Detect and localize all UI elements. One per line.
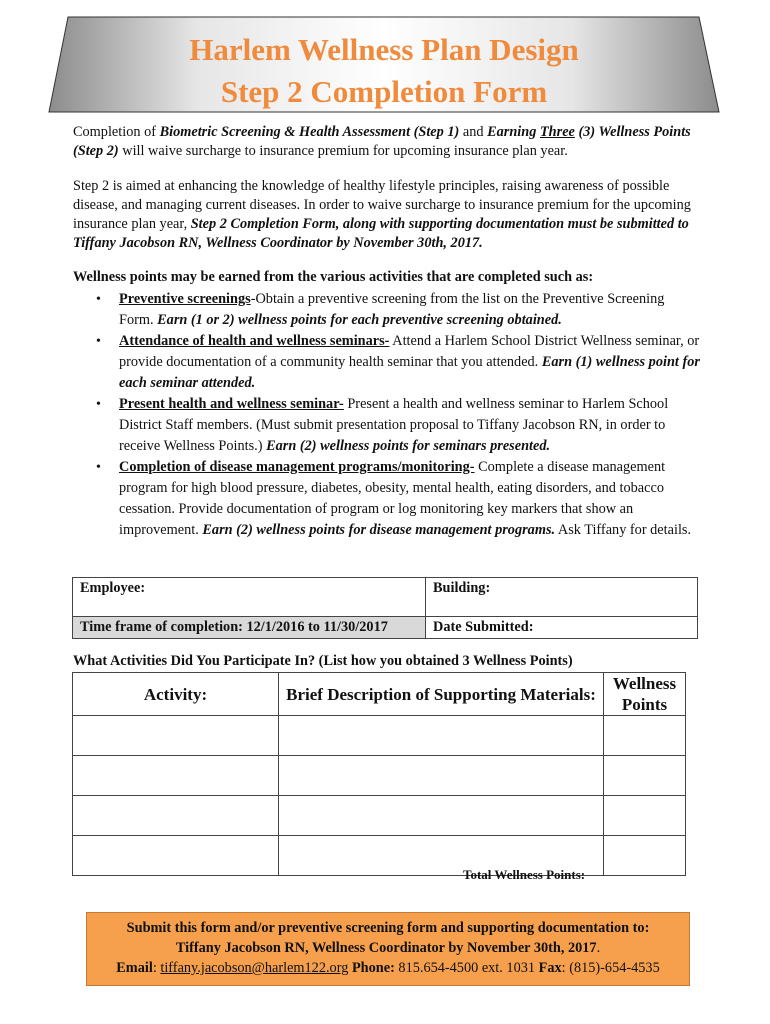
page-title-line2: Step 2 Completion Form (220, 74, 548, 109)
bullet-icon: • (96, 397, 101, 412)
list-item: • Attendance of health and wellness seminars- Attend a Harlem School District Wellness seminar, or provide documentation of a community health seminar that you attended. Earn (1) wellness point for each seminar attended. (96, 333, 700, 391)
description-column-header: Brief Description of Supporting Materials: (279, 673, 604, 716)
points-input-cell[interactable] (604, 716, 686, 756)
description-input-cell[interactable] (279, 716, 604, 756)
employee-label: Employee: (80, 580, 146, 596)
date-submitted-label: Date Submitted: (433, 619, 534, 635)
fax-number: (815)-654-4535 (569, 960, 660, 976)
activities-heading: What Activities Did You Participate In? (List how you obtained 3 Wellness Points) (73, 653, 573, 669)
description-input-cell[interactable] (279, 796, 604, 836)
date-submitted-field[interactable] (426, 617, 698, 639)
submit-line1: Submit this form and/or preventive screening form and supporting documentation to: (126, 920, 650, 936)
table-row (73, 756, 686, 796)
table-row (73, 836, 686, 876)
building-label: Building: (433, 580, 491, 596)
description-input-cell[interactable] (279, 756, 604, 796)
table-row (73, 796, 686, 836)
title-banner (48, 16, 720, 113)
timeframe-cell: Time frame of completion: 12/1/2016 to 11/30/2017 (73, 617, 426, 639)
intro-paragraph: Completion of Biometric Screening & Health Assessment (Step 1) and Earning Three (3) Wellness Points (Step 2) will waive surcharge to insurance premium for upcoming insurance plan year. (73, 124, 691, 159)
list-item: • Present health and wellness seminar- Present a health and wellness seminar to Harlem School District Staff members. (Must submit presentation proposal to Tiffany Jacobson RN, in order to receive Wellness Points.) Earn (2) wellness points for seminars presented. (96, 396, 669, 454)
table-row (73, 716, 686, 756)
activities-table (72, 672, 686, 876)
contact-line: Email: tiffany.jacobson@harlem122.org Phone: 815.654-4500 ext. 1031 Fax: (815)-654-4535 (116, 960, 660, 976)
total-points-label: Total Wellness Points: (463, 867, 586, 882)
email-link[interactable]: tiffany.jacobson@harlem122.org (160, 960, 349, 976)
employee-field[interactable] (73, 578, 426, 617)
activity-input-cell[interactable] (73, 756, 279, 796)
phone-number: 815.654-4500 ext. 1031 (398, 960, 536, 976)
employee-info-table (72, 577, 698, 639)
bullet-icon: • (96, 460, 101, 475)
page-title-line1: Harlem Wellness Plan Design (189, 32, 579, 67)
activity-input-cell[interactable] (73, 796, 279, 836)
list-item: • Completion of disease management programs/monitoring- Complete a disease management program for high blood pressure, diabetes, obesity, mental health, eating disorders, and tobacco cessation. Provide documentation of program or log monitoring key markers that show an improvement. Earn (2) wellness points for disease management programs. Ask Tiffany for details. (96, 459, 692, 538)
points-heading: Wellness points may be earned from the various activities that are completed such as: (73, 269, 594, 285)
points-input-cell[interactable] (604, 836, 686, 876)
step2-paragraph: Step 2 is aimed at enhancing the knowledge of healthy lifestyle principles, raising awareness of possible disease, and managing current diseases. In order to waive surcharge to insurance premium for the upcoming insurance plan year, Step 2 Completion Form, along with supporting documentation must be submitted to Tiffany Jacobson RN, Wellness Coordinator by November 30th, 2017. (73, 178, 691, 251)
bullet-icon: • (96, 334, 101, 349)
bullet-icon: • (96, 292, 101, 307)
activity-input-cell[interactable] (73, 716, 279, 756)
activity-input-cell[interactable] (73, 836, 279, 876)
list-item: • Preventive screenings-Obtain a preventive screening from the list on the Preventive Screening Form. Earn (1 or 2) wellness points for each preventive screening obtained. (96, 291, 665, 328)
activity-column-header: Activity: (73, 673, 279, 716)
submit-instructions-box (86, 912, 690, 986)
points-column-header: Wellness Points (604, 673, 686, 716)
building-field[interactable] (426, 578, 698, 617)
submit-line2: Tiffany Jacobson RN, Wellness Coordinator by November 30th, 2017. (175, 940, 601, 956)
points-input-cell[interactable] (604, 796, 686, 836)
wellness-activities-list (73, 289, 701, 541)
points-input-cell[interactable] (604, 756, 686, 796)
